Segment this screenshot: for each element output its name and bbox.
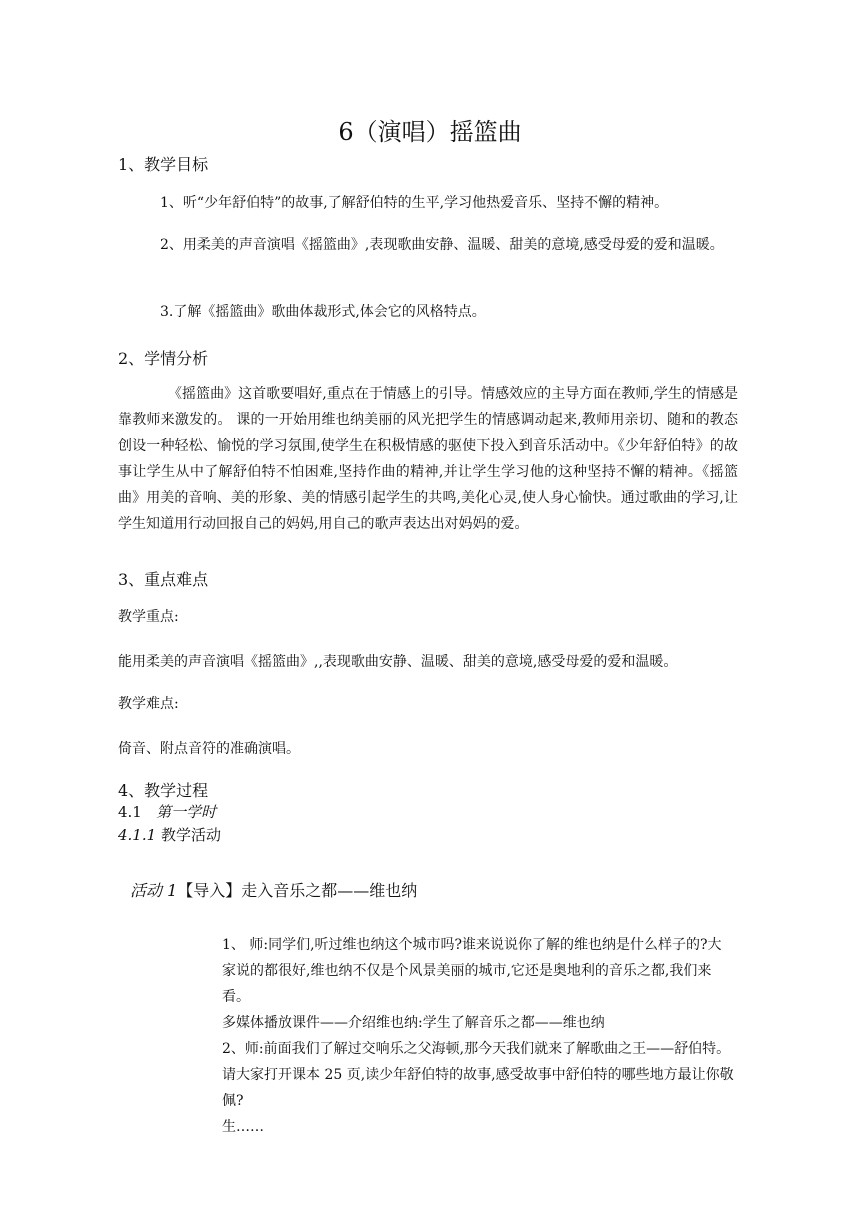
section-heading-process: 4、教学过程: [118, 781, 209, 800]
activity-line-4: 生……: [222, 1119, 264, 1135]
page-title: 6（演唱）摇篮曲: [338, 118, 522, 146]
activity-prefix: 活动 1: [130, 881, 178, 900]
difficulty-label: 教学难点:: [118, 696, 179, 712]
objective-item-1: 1、听“少年舒伯特”的故事,了解舒伯特的生平,学习他热爱音乐、坚持不懈的精神。: [160, 195, 669, 211]
subsection-4-1: [118, 801, 216, 822]
section-heading-objectives: 1、教学目标: [118, 155, 209, 174]
subsection-number: 4.1: [118, 803, 142, 821]
key-point-text: 能用柔美的声音演唱《摇篮曲》,,表现歌曲安静、温暖、甜美的意境,感受母爱的爱和温暖。: [118, 654, 678, 670]
activity-heading: [130, 878, 417, 901]
key-point-label: 教学重点:: [118, 609, 179, 625]
activity-line-2: 多媒体播放课件——介绍维也纳:学生了解音乐之都——维也纳: [222, 1015, 605, 1031]
activity-title: 【导入】走入音乐之都——维也纳: [177, 881, 418, 900]
activity-line-1: 1、 师:同学们,听过维也纳这个城市吗?谁来说说你了解的维也纳是什么样子的?大家说的都很好,维也纳不仅是个风景美丽的城市,它还是奥地利的音乐之都,我们来看。: [222, 937, 722, 1005]
analysis-paragraph: 《摇篮曲》这首歌要唱好,重点在于情感上的引导。情感效应的主导方面在教师,学生的情感是靠教师来激发的。 课的一开始用维也纳美丽的风光把学生的情感调动起来,教师用亲切、随和的教态创设一种轻松、愉悦的学习氛围,使学生在积极情感的驱使下投入到音乐活动中。《少年舒伯特》的故事让学生从中了解舒伯特不怕困难,坚持作曲的精神,并让学生学习他的这种坚持不懈的精神。《摇篮曲》用美的音响、美的形象、美的情感引起学生的共鸣,美化心灵,使人身心愉快。通过歌曲的学习,让学生知道用行动回报自己的妈妈,用自己的歌声表达出对妈妈的爱。: [118, 386, 738, 532]
activity-body: [222, 932, 734, 1140]
section-heading-key-points: 3、重点难点: [118, 570, 209, 589]
activity-line-3: 2、师:前面我们了解过交响乐之父海顿,那今天我们就来了解歌曲之王——舒伯特。请大家打开课本 25 页,读少年舒伯特的故事,感受故事中舒伯特的哪些地方最让你敬佩?: [222, 1041, 734, 1109]
subsection-number: 4.1.1: [118, 826, 157, 844]
subsection-title: 教学活动: [160, 826, 221, 844]
objective-item-2: 2、用柔美的声音演唱《摇篮曲》,表现歌曲安静、温暖、甜美的意境,感受母爱的爱和温暖。: [160, 237, 724, 253]
subsection-4-1-1: [118, 824, 221, 845]
difficulty-text: 倚音、附点音符的准确演唱。: [118, 741, 300, 757]
subsection-title: 第一学时: [156, 803, 217, 821]
objective-item-3: 3.了解《摇篮曲》歌曲体裁形式,体会它的风格特点。: [160, 304, 486, 320]
section-heading-analysis: 2、学情分析: [118, 349, 209, 368]
